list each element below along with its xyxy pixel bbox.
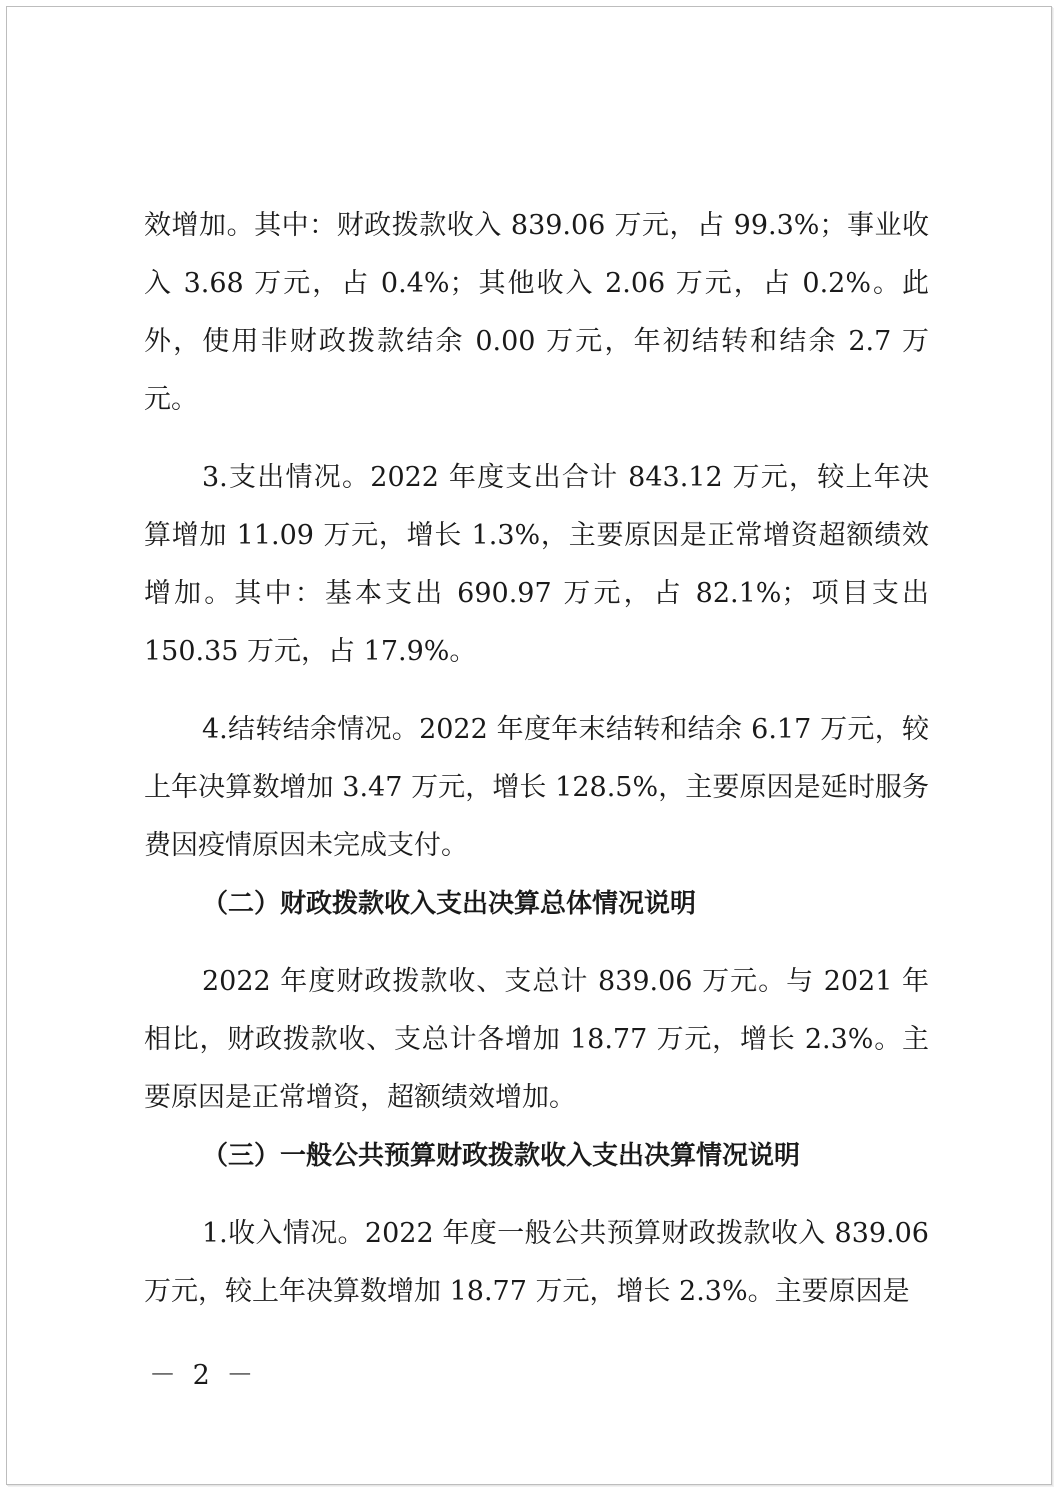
paragraph-carryover: 4.结转结余情况。2022 年度年末结转和结余 6.17 万元，较上年决算数增加 3.47 万元，增长 128.5%，主要原因是延时服务费因疫情原因未完成支付。 xyxy=(144,714,929,861)
paragraph-general-budget-income: 1.收入情况。2022 年度一般公共预算财政拨款收入 839.06 万元，较上年决算数增加 18.77 万元，增长 2.3%。主要原因是 xyxy=(144,1218,929,1307)
paragraph-fiscal-overview: 2022 年度财政拨款收、支总计 839.06 万元。与 2021 年相比，财政拨款收、支总计各增加 18.77 万元，增长 2.3%。主要原因是正常增资，超额绩效增加。 xyxy=(144,966,929,1113)
document-body xyxy=(144,197,929,1321)
document-page xyxy=(6,6,1052,1485)
section-heading-general-budget: （三）一般公共预算财政拨款收入支出决算情况说明 xyxy=(202,1141,801,1171)
paragraph-expenditure: 3.支出情况。2022 年度支出合计 843.12 万元，较上年决算增加 11.09 万元，增长 1.3%，主要原因是正常增资超额绩效增加。其中：基本支出 690.97 万元，占 82.1%；项目支出 150.35 万元，占 17.9%。 xyxy=(144,462,929,667)
paragraph-income-breakdown: 效增加。其中：财政拨款收入 839.06 万元，占 99.3%；事业收入 3.68 万元，占 0.4%；其他收入 2.06 万元，占 0.2%。此外，使用非财政拨款结余 0.00 万元，年初结转和结余 2.7 万元。 xyxy=(144,210,929,415)
section-heading-fiscal-overview: （二）财政拨款收入支出决算总体情况说明 xyxy=(202,889,697,919)
page-number: － 2 － xyxy=(149,1360,258,1391)
